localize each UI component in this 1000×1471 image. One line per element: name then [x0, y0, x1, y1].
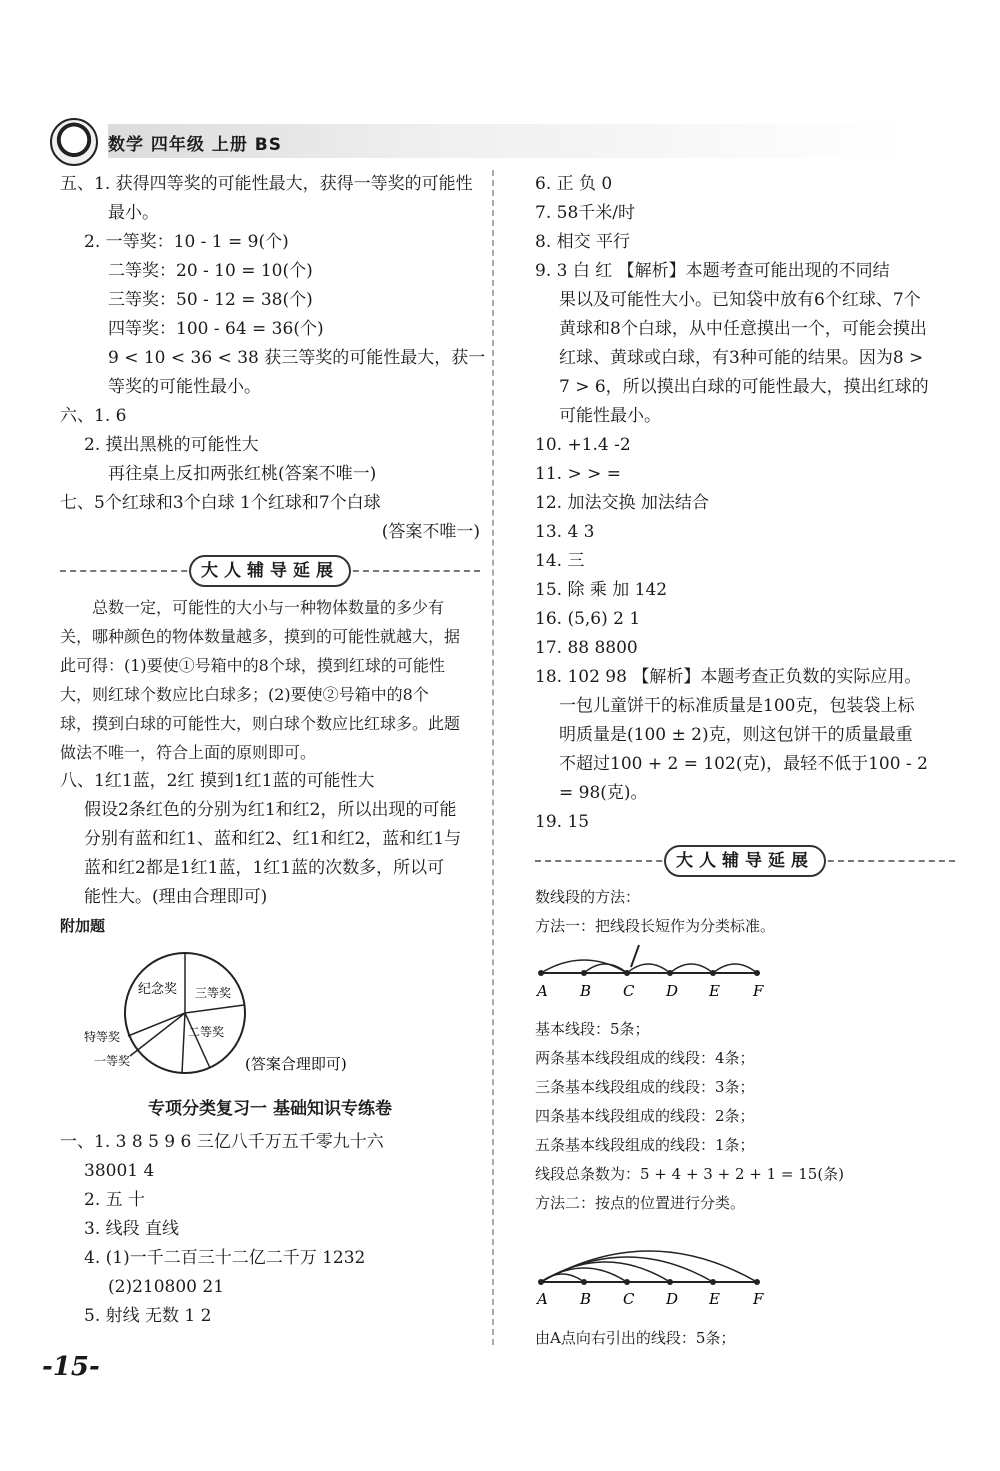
point-label: B: [580, 1290, 592, 1308]
answer-line: 9 < 10 < 36 < 38 获三等奖的可能性最大，获一: [108, 348, 486, 368]
guidance-banner: [60, 553, 480, 587]
point-label: C: [623, 982, 635, 1000]
answer-line: 最小。: [108, 203, 159, 223]
point-label: C: [623, 1290, 635, 1308]
answer-line: 三等奖：50 - 12 = 38(个): [108, 290, 313, 310]
point-label: A: [537, 1290, 548, 1308]
pie-label: 二等奖: [188, 1025, 225, 1039]
answer-line: 等奖的可能性最小。: [108, 377, 261, 397]
answer-line: 能性大。(理由合理即可): [84, 887, 268, 907]
note-line: 球，摸到白球的可能性大，则白球个数应比红球多。此题: [60, 714, 461, 733]
answer-line: 蓝和红2都是1红1蓝，1红1蓝的次数多，所以可: [84, 858, 445, 878]
answer-line: 3. 线段 直线: [84, 1219, 180, 1239]
answer-line: 13. 4 3: [535, 522, 595, 542]
answer-line: 二等奖：20 - 10 = 10(个): [108, 261, 313, 281]
note-line: 四条基本线段组成的线段：2条；: [535, 1107, 755, 1125]
answer-line: 7 > 6，所以摸出白球的可能性最大，摸出红球的: [559, 377, 929, 397]
left-column: [60, 170, 486, 1331]
guidance-text: [60, 593, 480, 767]
answer-line: 9. 3 白 红 【解析】本题考查可能出现的不同结: [535, 261, 890, 281]
answer-line: 7. 58千米/时: [535, 203, 635, 223]
answer-line: 再往桌上反扣两张红桃(答案不唯一): [108, 464, 377, 484]
answer-line: 六、1. 6: [60, 406, 127, 426]
pie-diagram: [60, 941, 480, 1091]
answer-line: 2. 摸出黑桃的可能性大: [84, 435, 259, 455]
answer-line: 不超过100 + 2 = 102(克)，最轻不低于100 - 2: [559, 754, 928, 774]
answer-line: 18. 102 98 【解析】本题考查正负数的实际应用。: [535, 667, 922, 687]
answer-line: 黄球和8个白球，从中任意摸出一个，可能会摸出: [559, 319, 927, 339]
note-line: 关，哪种颜色的物体数量越多，摸到的可能性就越大，据: [60, 627, 461, 646]
section-title: 专项分类复习一 基础知识专练卷: [148, 1099, 392, 1119]
page-header: [50, 118, 950, 166]
brand-logo-icon: [50, 118, 98, 166]
note-line: 此可得：(1)要使①号箱中的8个球，摸到红球的可能性: [60, 656, 445, 675]
note-line: 五条基本线段组成的线段：1条；: [535, 1136, 755, 1154]
point-label: D: [666, 982, 679, 1000]
answer-line: (2)210800 21: [108, 1277, 225, 1297]
point-label: E: [709, 1290, 720, 1308]
answer-line: 5. 射线 无数 1 2: [84, 1306, 212, 1326]
answer-note: (答案不唯一): [381, 522, 480, 542]
extra-title: 附加题: [60, 917, 106, 935]
point-label: E: [709, 982, 720, 1000]
answer-line: 分别有蓝和红1、蓝和红2、红1和红2，蓝和红1与: [84, 829, 462, 849]
pie-figure: [60, 941, 480, 1091]
answer-line: 2. 五 十: [84, 1190, 146, 1210]
note-line: 三条基本线段组成的线段：3条；: [535, 1078, 755, 1096]
answer-line: 一包儿童饼干的标准质量是100克，包装袋上标: [559, 696, 915, 716]
answer-line: 可能性最小。: [559, 406, 661, 426]
note-line: 由A点向右引出的线段：5条；: [535, 1329, 736, 1347]
answer-line: 明质量是(100 ± 2)克，则这包饼干的质量最重: [559, 725, 913, 745]
note-line: 做法不唯一，符合上面的原则即可。: [60, 743, 317, 762]
answer-line: 16. (5,6) 2 1: [535, 609, 641, 629]
column-divider: [492, 170, 494, 1345]
point-label: B: [580, 982, 592, 1000]
answer-line: 五、1. 获得四等奖的可能性最大，获得一等奖的可能性: [60, 174, 473, 194]
segment-diagram-2: [535, 1218, 775, 1314]
segment-diagram-1: [535, 941, 775, 1005]
note-line: 大，则红球个数应比白球多；(2)要使②号箱中的8个: [60, 685, 429, 704]
note-line: 方法一：把线段长短作为分类标准。: [535, 917, 776, 935]
header-title: 数学 四年级 上册 BS: [108, 135, 282, 155]
note-line: 基本线段：5条；: [535, 1020, 650, 1038]
guidance-banner: [535, 843, 955, 877]
pie-label: 纪念奖: [138, 982, 178, 997]
count-text: [535, 1015, 955, 1218]
answer-line: 四等奖：100 - 64 = 36(个): [108, 319, 324, 339]
answer-line: 19. 15: [535, 812, 590, 832]
answer-line: 八、1红1蓝，2红 摸到1红1蓝的可能性大: [60, 771, 375, 791]
point-label: F: [753, 1290, 764, 1308]
answer-line: 11. > > =: [535, 464, 621, 484]
right-column: [535, 170, 955, 1353]
answer-line: 2. 一等奖：10 - 1 = 9(个): [84, 232, 289, 252]
answer-line: 4. (1)一千二百三十二亿二千万 1232: [84, 1248, 366, 1268]
note-line: 两条基本线段组成的线段：4条；: [535, 1049, 755, 1067]
answer-line: 6. 正 负 0: [535, 174, 613, 194]
answer-line: 8. 相交 平行: [535, 232, 631, 252]
note-line: 线段总条数为：5 + 4 + 3 + 2 + 1 = 15(条): [535, 1165, 845, 1183]
answer-line: 14. 三: [535, 551, 585, 571]
note-line: 方法二：按点的位置进行分类。: [535, 1194, 746, 1212]
note-line: 总数一定，可能性的大小与一种物体数量的多少有: [92, 598, 445, 617]
banner-label: 大人辅导延展: [664, 845, 826, 877]
point-label: D: [666, 1290, 679, 1308]
answer-line: 17. 88 8800: [535, 638, 638, 658]
method-text: [535, 883, 955, 941]
pie-label: 一等奖: [94, 1054, 131, 1068]
answer-line: 假设2条红色的分别为红1和红2，所以出现的可能: [84, 800, 457, 820]
pie-label: 三等奖: [195, 986, 232, 1000]
banner-label: 大人辅导延展: [189, 555, 351, 587]
answer-line: 红球、黄球或白球，有3种可能的结果。因为8 >: [559, 348, 924, 368]
answer-line: 15. 除 乘 加 142: [535, 580, 668, 600]
pie-note: (答案合理即可): [245, 1055, 347, 1073]
answer-line: 38001 4: [84, 1161, 155, 1181]
point-label: A: [537, 982, 548, 1000]
answer-line: 七、5个红球和3个白球 1个红球和7个白球: [60, 493, 381, 513]
pie-label: 特等奖: [84, 1030, 121, 1044]
answer-line: 果以及可能性大小。已知袋中放有6个红球、7个: [559, 290, 921, 310]
answer-line: 10. +1.4 -2: [535, 435, 631, 455]
answer-line: = 98(克)。: [559, 783, 648, 803]
note-line: 数线段的方法：: [535, 888, 641, 906]
page-number: -15-: [42, 1352, 100, 1382]
answer-line: 12. 加法交换 加法结合: [535, 493, 709, 513]
point-label: F: [753, 982, 764, 1000]
answer-line: 一、1. 3 8 5 9 6 三亿八千万五千零九十六: [60, 1132, 384, 1152]
